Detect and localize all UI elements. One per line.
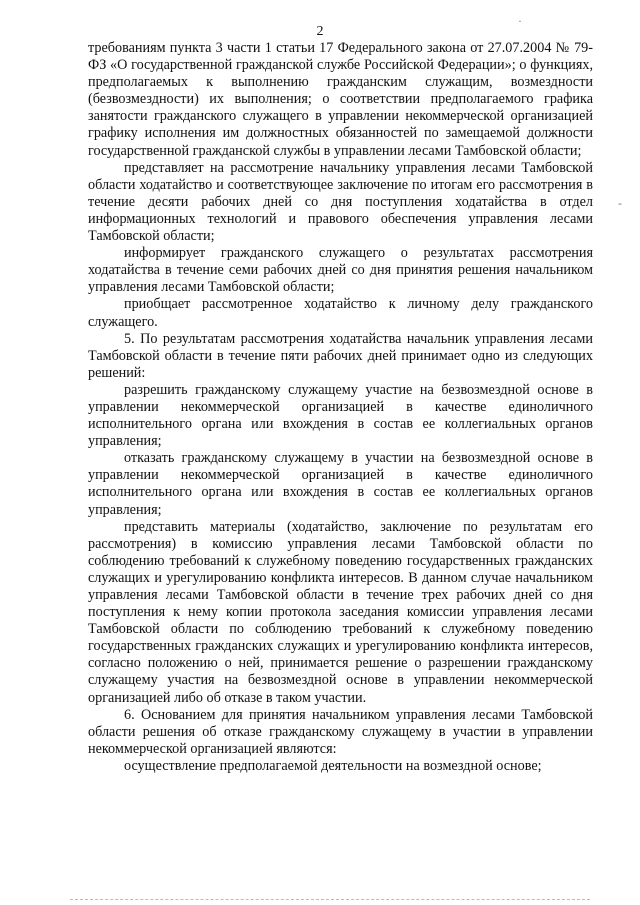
paragraph-5: 5. По результатам рассмотрения ходатайства начальник управления лесами Тамбовской области в течение пяти рабочих дней принимает одно из следующих решений: bbox=[88, 330, 593, 381]
paragraph-10: осуществление предполагаемой деятельности на возмездной основе; bbox=[124, 757, 542, 774]
paragraph-6: разрешить гражданскому служащему участие на безвозмездной основе в управлении некоммерческой организацией в качестве единоличного исполнительного органа или вхождения в состав ее коллегиальных органов управления; bbox=[88, 381, 593, 450]
paragraph-9: 6. Основанием для принятия начальником управления лесами Тамбовской области решения об отказе гражданскому служащему в участии в управлении некоммерческой организацией являются: bbox=[88, 706, 593, 757]
paragraph-7: отказать гражданскому служащему в участии на безвозмездной основе в управлении некоммерческой организацией в качестве единоличного исполнительного органа или вхождения в состав ее коллегиальных органов управления; bbox=[88, 450, 593, 518]
paragraph-3: информирует гражданского служащего о результатах рассмотрения ходатайства в течение семи рабочих дней со дня принятия решения начальником управления лесами Тамбовской области; bbox=[88, 245, 593, 296]
paragraph-4: приобщает рассмотренное ходатайство к личному делу гражданского служащего. bbox=[88, 296, 593, 330]
page-number: 2 bbox=[316, 24, 324, 39]
scan-speck: · bbox=[518, 14, 522, 28]
scan-speck: - bbox=[618, 196, 622, 210]
paragraph-8: представить материалы (ходатайство, заключение по результатам его рассмотрения) в комиссию управления лесами Тамбовской области по соблюдению требований к служебному поведению государственных гражданских служащих и урегулированию конфликта интересов. В данном случае начальником управления лесами Тамбовской области в течение трех рабочих дней со дня поступления к нему копии протокола заседания комиссии управления лесами Тамбовской области по соблюдению требований к служебному поведению государственных гражданских служащих и урегулированию конфликта интересов, согласно положению о ней, принимается решение о разрешении гражданскому служащему участия на безвозмездной основе в управлении некоммерческой организацией либо об отказе в таком участии. bbox=[88, 518, 593, 706]
scan-edge-line bbox=[70, 899, 590, 901]
paragraph-1: требованиям пункта 3 части 1 статьи 17 Федерального закона от 27.07.2004 № 79-ФЗ «О государственной гражданской службе Российской Федерации»; о функциях, предполагаемых к выполнению гражданским служащим, возмездности (безвозмездности) их выполнения; о соответствии предполагаемого графика занятости гражданского служащего в управлении некоммерческой организацией графику исполнения им должностных обязанностей по замещаемой должности государственной гражданской службы в управлении лесами Тамбовской области; bbox=[88, 40, 593, 159]
document-body bbox=[88, 40, 593, 775]
paragraph-2: представляет на рассмотрение начальнику управления лесами Тамбовской области ходатайство и соответствующее заключение по итогам его рассмотрения в течение десяти рабочих дней со дня поступления ходатайства в отдел информационных технологий и правового обеспечения управления лесами Тамбовской области; bbox=[88, 159, 593, 245]
